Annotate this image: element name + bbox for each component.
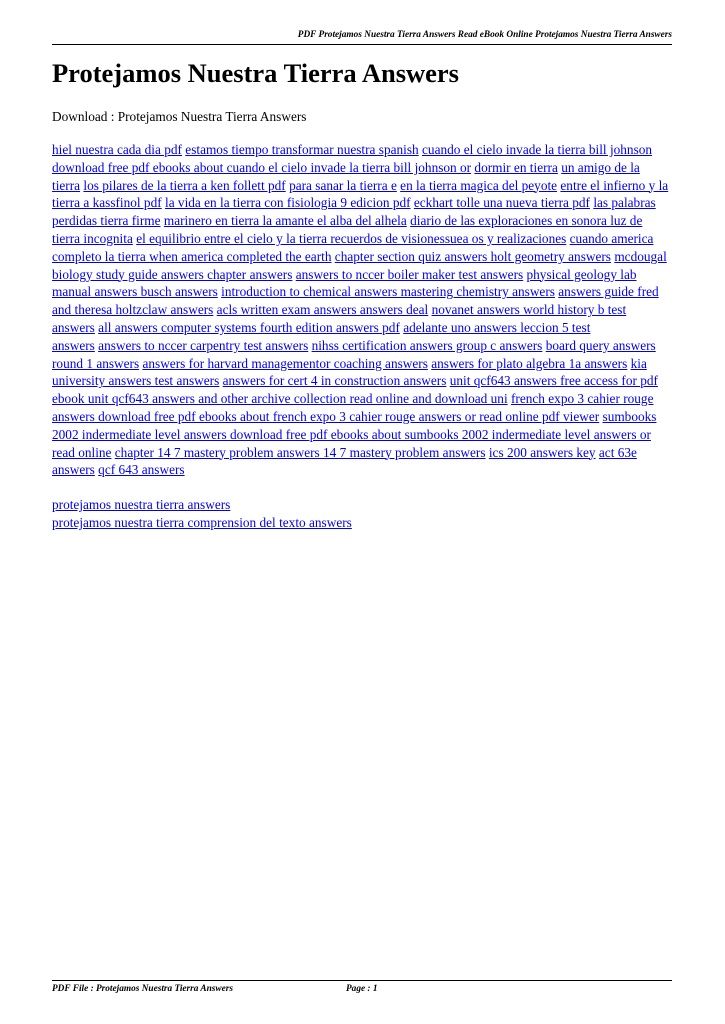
link-line (52, 266, 676, 284)
related-link[interactable]: cuando el cielo invade la tierra bill johnson (422, 142, 653, 157)
related-link[interactable]: act 63e (598, 444, 637, 460)
related-link[interactable]: sumbooks (602, 408, 657, 424)
related-link[interactable]: french expo 3 cahier rouge (510, 391, 654, 407)
header-divider (52, 44, 672, 45)
related-link[interactable]: los pilares de la tierra a ken follett pdf (83, 177, 286, 193)
link-line (52, 444, 676, 462)
link-line (52, 159, 676, 177)
link-line (52, 372, 676, 390)
related-link[interactable]: biology study guide answers chapter answers (52, 266, 293, 282)
related-link[interactable]: novanet answers world history b test (431, 302, 627, 318)
link-line (52, 248, 676, 266)
related-link[interactable]: diario de las exploraciones en sonora luz de (410, 213, 643, 229)
related-link[interactable]: introduction to chemical answers mastering chemistry answers (221, 284, 555, 300)
footer-page-number: Page : 1 (346, 984, 378, 994)
search-link[interactable]: protejamos nuestra tierra comprension del texto answers (52, 514, 352, 530)
related-link[interactable]: university answers test answers (52, 373, 220, 389)
link-line (52, 301, 676, 319)
related-search-links (52, 496, 352, 532)
related-link[interactable]: tierra (52, 177, 81, 193)
related-link[interactable]: download free pdf ebooks about cuando el cielo invade la tierra bill johnson or (52, 159, 472, 175)
related-link[interactable]: adelante uno answers leccion 5 test (403, 319, 591, 335)
link-line (52, 355, 676, 373)
related-link[interactable]: manual answers busch answers (52, 284, 218, 300)
related-link[interactable]: mcdougal (614, 248, 667, 264)
footer-file-label: PDF File : Protejamos Nuestra Tierra Answers (52, 984, 233, 994)
related-link[interactable]: answers for cert 4 in construction answers (222, 373, 447, 389)
related-link[interactable]: board query answers (545, 337, 656, 353)
related-link[interactable]: physical geology lab (526, 266, 637, 282)
link-line (52, 426, 676, 444)
link-line (52, 408, 676, 426)
link-line (52, 230, 676, 248)
related-link[interactable]: estamos tiempo transformar nuestra spanish (185, 142, 419, 157)
related-link[interactable]: chapter section quiz answers holt geometry answers (334, 248, 611, 264)
related-link[interactable]: cuando america (569, 230, 654, 246)
page-header: PDF Protejamos Nuestra Tierra Answers Read eBook Online Protejamos Nuestra Tierra Answers (297, 30, 672, 40)
related-link[interactable]: para sanar la tierra e (289, 177, 397, 193)
related-link[interactable]: answers for harvard managementor coaching answers (142, 355, 428, 371)
related-link[interactable]: dormir en tierra (474, 159, 558, 175)
related-link[interactable]: en la tierra magica del peyote (400, 177, 558, 193)
related-link[interactable]: ebook unit qcf643 answers and other archive collection read online and download uni (52, 391, 508, 407)
related-link[interactable]: perdidas tierra firme (52, 213, 161, 229)
related-link[interactable]: acls written exam answers answers deal (216, 302, 429, 318)
related-link[interactable]: nihss certification answers group c answers (311, 337, 543, 353)
link-line (52, 461, 676, 479)
related-link[interactable]: round 1 answers (52, 355, 140, 371)
related-link[interactable]: marinero en tierra la amante el alba del alhela (163, 213, 407, 229)
related-link[interactable]: answers (52, 319, 95, 335)
related-link[interactable]: all answers computer systems fourth edition answers pdf (98, 319, 400, 335)
search-link[interactable]: protejamos nuestra tierra answers (52, 497, 231, 512)
link-line (52, 141, 676, 159)
page-title: Protejamos Nuestra Tierra Answers (52, 58, 459, 88)
link-line (52, 337, 676, 355)
related-link[interactable]: answers to nccer carpentry test answers (98, 337, 309, 353)
related-link[interactable]: completo la tierra when america completed the earth (52, 248, 332, 264)
related-link[interactable]: answers (52, 337, 95, 353)
related-link[interactable]: hiel nuestra cada dia pdf (52, 142, 182, 157)
related-link[interactable]: unit qcf643 answers free access for pdf (449, 373, 658, 389)
related-link[interactable]: answers for plato algebra 1a answers (431, 355, 628, 371)
related-links-block (52, 141, 676, 479)
related-link[interactable]: answers download free pdf ebooks about french expo 3 cahier rouge answers or read online pdf viewer (52, 408, 600, 424)
link-line (52, 212, 676, 230)
related-link[interactable]: read online (52, 444, 112, 460)
related-link[interactable]: chapter 14 7 mastery problem answers 14 7 mastery problem answers (114, 444, 486, 460)
related-link[interactable]: answers to nccer boiler maker test answers (295, 266, 524, 282)
related-link[interactable]: entre el infierno y la (560, 177, 669, 193)
related-link[interactable]: tierra a kassfinol pdf (52, 195, 162, 211)
link-line (52, 319, 676, 337)
link-line (52, 177, 676, 195)
related-link[interactable]: 2002 indermediate level answers download free pdf ebooks about sumbooks 2002 indermediate level answers or (52, 426, 651, 442)
related-link[interactable]: answers (52, 462, 95, 478)
related-link[interactable]: qcf 643 answers (98, 462, 185, 478)
related-link[interactable]: las palabras (593, 195, 656, 211)
link-line (52, 283, 676, 301)
related-link[interactable]: and theresa holtzclaw answers (52, 302, 214, 318)
related-link[interactable]: tierra incognita (52, 230, 133, 246)
link-line (52, 390, 676, 408)
related-link[interactable]: kia (630, 355, 647, 371)
download-line: Download : Protejamos Nuestra Tierra Answers (52, 109, 307, 124)
related-link[interactable]: un amigo de la (561, 159, 640, 175)
related-link[interactable]: answers guide fred (558, 284, 659, 300)
link-line (52, 194, 676, 212)
footer-divider (52, 980, 672, 981)
related-link[interactable]: ics 200 answers key (488, 444, 596, 460)
related-link[interactable]: eckhart tolle una nueva tierra pdf (413, 195, 590, 211)
related-link[interactable]: el equilibrio entre el cielo y la tierra recuerdos de visionessuea os y realizaciones (136, 230, 567, 246)
related-link[interactable]: la vida en la tierra con fisiologia 9 edicion pdf (165, 195, 411, 211)
